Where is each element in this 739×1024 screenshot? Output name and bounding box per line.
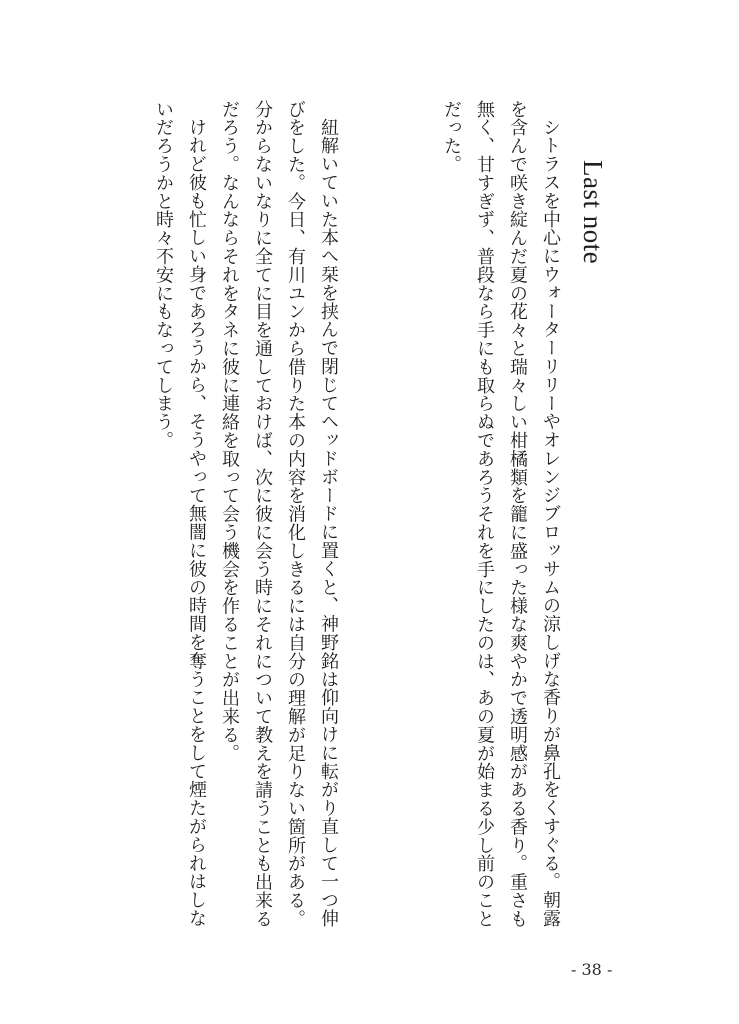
text-section-opening [397, 100, 567, 940]
paragraph: 紐解いていた本へ栞を挟んで閉じてヘッドボードに置くと、神野銘は仰向けに転がり直して一つ伸びをした。今日、有川ユンから借りた本の内容を消化しきるには自分の理解が足りない箇所がある。分からないなりに全てに目を通しておけば、次に彼に会う時にそれについて教えを請うことも出来るだろう。なんならそれをタネに彼に連絡を取って会う機会を作ることが出来る。 [219, 100, 339, 928]
page-number: - 38 - [571, 960, 613, 979]
text-section-main [139, 100, 345, 940]
paragraph: けれど彼も忙しい身であろうから、そうやって無闇に彼の時間を奪うことをして煙たがられはしないだろうかと時々不安にもなってしまう。 [153, 100, 207, 928]
paragraph: シトラスを中心にウォーターリリーやオレンジブロッサムの涼しげな香りが鼻孔をくすぐる。朝露を含んで咲き綻んだ夏の花々と瑞々しい柑橘類を籠に盛った様な爽やかで透明感がある香り。重さも無く、甘すぎず、普段なら手にも取らぬであろうそれを手にしたのは、あの夏が始まる少し前のことだった。 [441, 100, 561, 928]
chapter-title: Last note [578, 160, 608, 265]
